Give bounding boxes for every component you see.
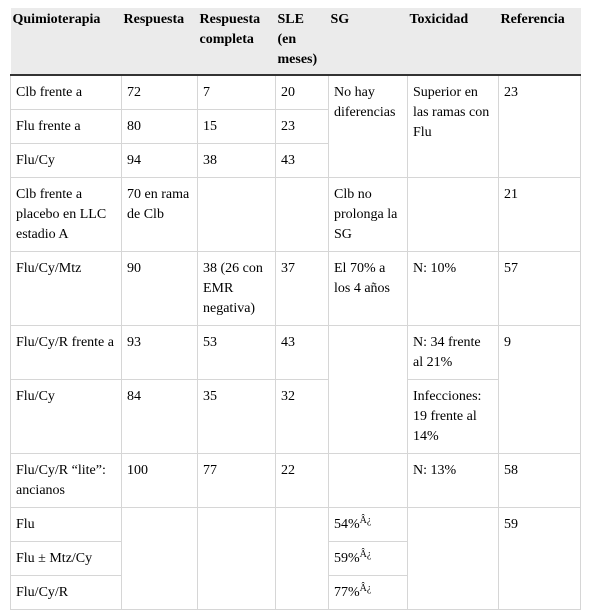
table-row (11, 326, 581, 380)
cell-referencia: 21 (499, 178, 581, 252)
cell-respuesta: 72 (122, 75, 198, 110)
cell-respuesta: 93 (122, 326, 198, 380)
cell-respuesta: 80 (122, 110, 198, 144)
cell-sle (276, 178, 329, 252)
cell-quimioterapia: Flu frente a (11, 110, 122, 144)
cell-toxicidad: N: 13% (408, 454, 499, 508)
cell-respuesta: 94 (122, 144, 198, 178)
cell-toxicidad (408, 178, 499, 252)
cell-toxicidad: N: 34 frente al 21% (408, 326, 499, 380)
cell-toxicidad: Infecciones: 19 frente al 14% (408, 380, 499, 454)
footnote-mark: Â¿ (359, 583, 372, 594)
cell-quimioterapia: Flu/Cy (11, 144, 122, 178)
footnote-mark: Â¿ (359, 549, 372, 560)
footnote-mark: Â¿ (359, 515, 372, 526)
cell-referencia: 57 (499, 252, 581, 326)
header-sg: SG (329, 8, 408, 75)
cell-respuesta-completa: 53 (198, 326, 276, 380)
cell-referencia: 59 (499, 508, 581, 610)
cell-respuesta-completa: 77 (198, 454, 276, 508)
cell-sle: 20 (276, 75, 329, 110)
cell-referencia: 23 (499, 75, 581, 178)
cell-respuesta: 100 (122, 454, 198, 508)
cell-sg (329, 508, 408, 542)
cell-respuesta: 90 (122, 252, 198, 326)
cell-referencia: 58 (499, 454, 581, 508)
header-respuesta: Respuesta (122, 8, 198, 75)
cell-respuesta-completa: 15 (198, 110, 276, 144)
sg-value: 59% (334, 551, 360, 566)
header-toxicidad: Toxicidad (408, 8, 499, 75)
cell-quimioterapia: Flu/Cy/R “lite”: ancianos (11, 454, 122, 508)
cell-quimioterapia: Flu/Cy/Mtz (11, 252, 122, 326)
cell-quimioterapia: Clb frente a placebo en LLC estadio A (11, 178, 122, 252)
cell-quimioterapia: Flu/Cy (11, 380, 122, 454)
header-respuesta-completa: Respuesta completa (198, 8, 276, 75)
cell-sg (329, 454, 408, 508)
cell-referencia: 9 (499, 326, 581, 454)
cell-respuesta (122, 508, 198, 610)
table-row (11, 508, 581, 542)
cell-sle: 43 (276, 326, 329, 380)
cell-toxicidad (408, 508, 499, 610)
sg-value: 54% (334, 517, 360, 532)
sg-value: 77% (334, 585, 360, 600)
cell-toxicidad: Superior en las ramas con Flu (408, 75, 499, 178)
table-row (11, 252, 581, 326)
cell-respuesta-completa (198, 508, 276, 610)
header-quimioterapia: Quimioterapia (11, 8, 122, 75)
cell-quimioterapia: Clb frente a (11, 75, 122, 110)
cell-sle: 32 (276, 380, 329, 454)
table-row (11, 75, 581, 110)
cell-quimioterapia: Flu/Cy/R (11, 576, 122, 610)
cell-quimioterapia: Flu (11, 508, 122, 542)
cell-sg: El 70% a los 4 años (329, 252, 408, 326)
cell-respuesta-completa: 35 (198, 380, 276, 454)
cell-respuesta-completa: 7 (198, 75, 276, 110)
table-header-row (11, 8, 581, 75)
cell-quimioterapia: Flu ± Mtz/Cy (11, 542, 122, 576)
cell-sg (329, 326, 408, 454)
cell-sle: 22 (276, 454, 329, 508)
cell-sle (276, 508, 329, 610)
cell-sle: 37 (276, 252, 329, 326)
cell-sg: Clb no prolonga la SG (329, 178, 408, 252)
header-referencia: Referencia (499, 8, 581, 75)
cell-toxicidad: N: 10% (408, 252, 499, 326)
table-row (11, 178, 581, 252)
cell-respuesta-completa: 38 (198, 144, 276, 178)
cell-respuesta: 70 en rama de Clb (122, 178, 198, 252)
cell-respuesta: 84 (122, 380, 198, 454)
cell-quimioterapia: Flu/Cy/R frente a (11, 326, 122, 380)
table-row (11, 454, 581, 508)
header-sle: SLE (en meses) (276, 8, 329, 75)
table-row (11, 380, 581, 454)
cell-sg (329, 542, 408, 576)
cell-respuesta-completa (198, 178, 276, 252)
cell-sg: No hay diferencias (329, 75, 408, 178)
chemotherapy-table (10, 8, 581, 610)
cell-respuesta-completa: 38 (26 con EMR negativa) (198, 252, 276, 326)
cell-sle: 43 (276, 144, 329, 178)
cell-sle: 23 (276, 110, 329, 144)
